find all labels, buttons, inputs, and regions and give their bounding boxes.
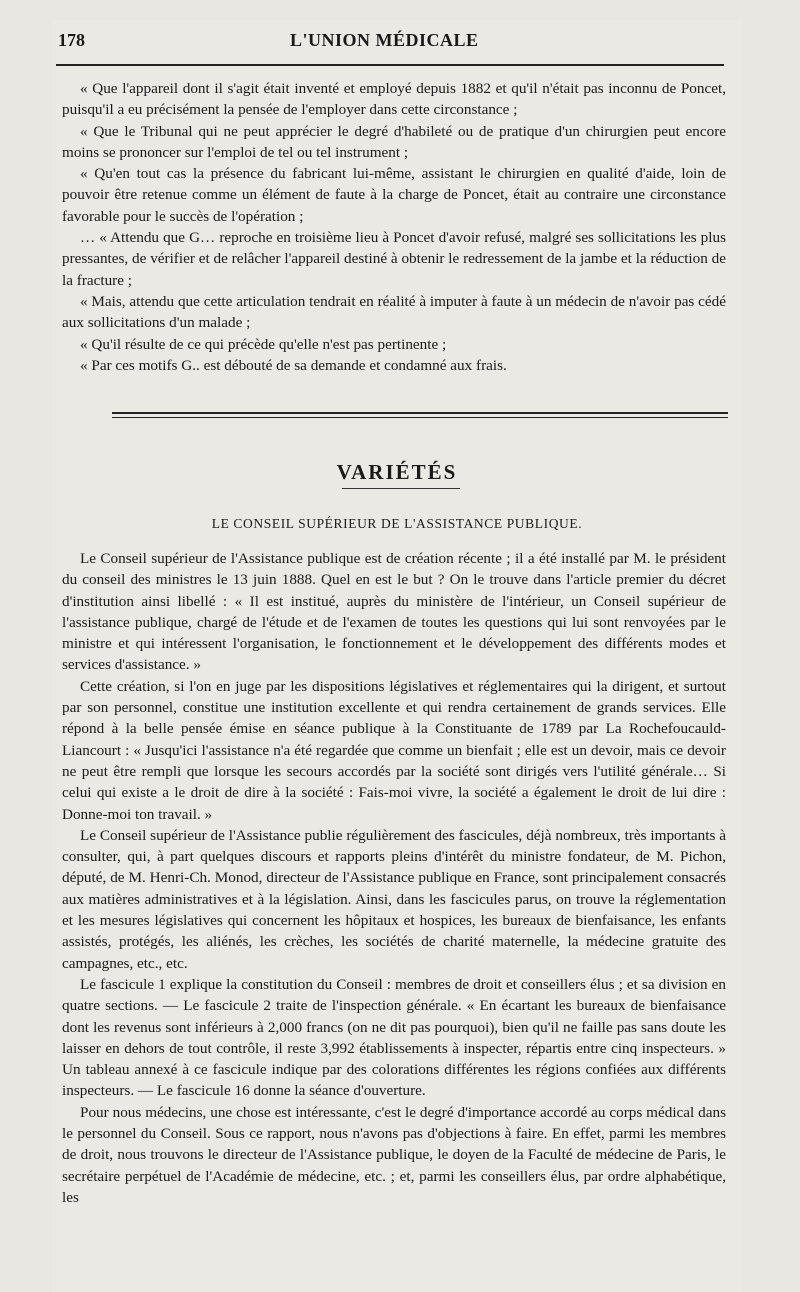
- quote-paragraph: « Que le Tribunal qui ne peut apprécier le degré d'habileté ou de pratique d'un chirurgien peut encore moins se prononcer sur l'emploi de tel ou tel instrument ;: [62, 122, 726, 161]
- journal-page: [52, 20, 742, 1292]
- running-title: L'UNION MÉDICALE: [290, 30, 479, 50]
- header-rule: [56, 64, 724, 66]
- page-header: [52, 24, 732, 54]
- article-paragraph: Le Conseil supérieur de l'Assistance publique est de création récente ; il a été installé par M. le président du conseil des ministres le 13 juin 1888. Quel en est le but ? On le trouve dans l'article premier du décret d'institution ainsi libellé : « Il est institué, auprès du ministère de l'intérieur, un Conseil supérieur de l'assistance publique, chargé de l'étude et de l'examen de toutes les questions qui lui sont renvoyées par le ministre et qui intéressent l'organisation, le fonctionnement et le développement des différents modes et services d'assistance. »: [62, 550, 726, 674]
- page-number: 178: [58, 30, 85, 50]
- article-paragraph: Pour nous médecins, une chose est intéressante, c'est le degré d'importance accordé au corps médical dans le personnel du Conseil. Sous ce rapport, nous n'avons pas d'objections à faire. En effet, parmi les membres de droit, nous trouvons le directeur de l'Assistance publique, le doyen de la Faculté de médecine de Paris, le secrétaire perpétuel de l'Académie de médecine, etc. ; et, parmi les conseillers élus, par ordre alphabétique, les: [62, 1103, 726, 1206]
- quote-paragraph: … « Attendu que G… reproche en troisième lieu à Poncet d'avoir refusé, malgré ses sollicitations les plus pressantes, de vérifier et de relâcher l'appareil destiné à obtenir le redressement de la jambe et la réduction de la fracture ;: [62, 229, 726, 289]
- court-judgment-quotes: [62, 78, 726, 376]
- section-divider: [112, 412, 728, 414]
- quote-paragraph: « Mais, attendu que cette articulation tendrait en réalité à imputer à faute à un médecin de n'avoir pas cédé aux sollicitations d'un malade ;: [62, 292, 726, 332]
- article-paragraph: Le Conseil supérieur de l'Assistance publie régulièrement des fascicules, déjà nombreux, très importants à consulter, qui, à part quelques discours et rapports pleins d'intérêt du ministre fondateur, de M. Pichon, député, de M. Henri-Ch. Monod, directeur de l'Assistance publique en France, sont principalement consacrés aux matières administratives et à la législation. Ainsi, dans les fascicules parus, on trouve la réglementation et les mesures législatives qui concernent les hôpitaux et hospices, les bureaux de bienfaisance, les enfants assistés, protégés, les aliénés, les crèches, les sociétés de charité maternelle, la médecine gratuite des campagnes, etc., etc.: [62, 826, 726, 972]
- section-title-underline: [342, 488, 460, 489]
- article-paragraph: Cette création, si l'on en juge par les dispositions législatives et réglementaires qui la dirigent, et surtout par son personnel, constitue une institution excellente et qui rendra certainement de grands services. Elle répond à la belle pensée émise en séance publique à la Constituante de 1789 par La Rochefoucauld-Liancourt : « Jusqu'ici l'assistance n'a été regardée que comme un bienfait ; elle est un devoir, mais ce devoir ne peut être rempli que lorsque les secours accordés par la société sont dirigés vers l'utilité générale… Si celui qui existe a le droit de dire à la société : Fais-moi vivre, la société a également le droit de lui dire : Donne-moi ton travail. »: [62, 677, 726, 823]
- article-paragraph: Le fascicule 1 explique la constitution du Conseil : membres de droit et conseillers élus ; et sa division en quatre sections. — Le fascicule 2 traite de l'inspection générale. « En écartant les bureaux de bienfaisance dont les revenus sont inférieurs à 2,000 francs (on ne dit pas pourquoi), bien qu'il ne faille pas sans doute les laisser en dehors de tout contrôle, il reste 3,992 établissements à inspecter, répartis entre cinq inspecteurs. » Un tableau annexé à ce fascicule indique par des colorations différentes les régions confiées aux différents inspecteurs. — Le fascicule 16 donne la séance d'ouverture.: [62, 975, 726, 1100]
- quote-paragraph: « Qu'il résulte de ce qui précède qu'elle n'est pas pertinente ;: [80, 335, 447, 353]
- section-title: VARIÉTÉS: [336, 460, 458, 484]
- article-title: LE CONSEIL SUPÉRIEUR DE L'ASSISTANCE PUBLIQUE.: [211, 516, 583, 531]
- section-divider: [112, 417, 728, 418]
- quote-paragraph: « Que l'appareil dont il s'agit était inventé et employé depuis 1882 et qu'il n'était pas inconnu de Poncet, puisqu'il a eu précisément la pensée de l'employer dans cette circonstance ;: [62, 80, 726, 119]
- article-body: [62, 548, 726, 1208]
- quote-paragraph: « Par ces motifs G.. est débouté de sa demande et condamné aux frais.: [80, 356, 507, 374]
- quote-paragraph: « Qu'en tout cas la présence du fabricant lui-même, assistant le chirurgien en qualité d'aide, loin de pouvoir être retenue comme un élément de faute à la charge de Poncet, était au contraire une circonstance favorable pour le succès de l'opération ;: [62, 165, 726, 225]
